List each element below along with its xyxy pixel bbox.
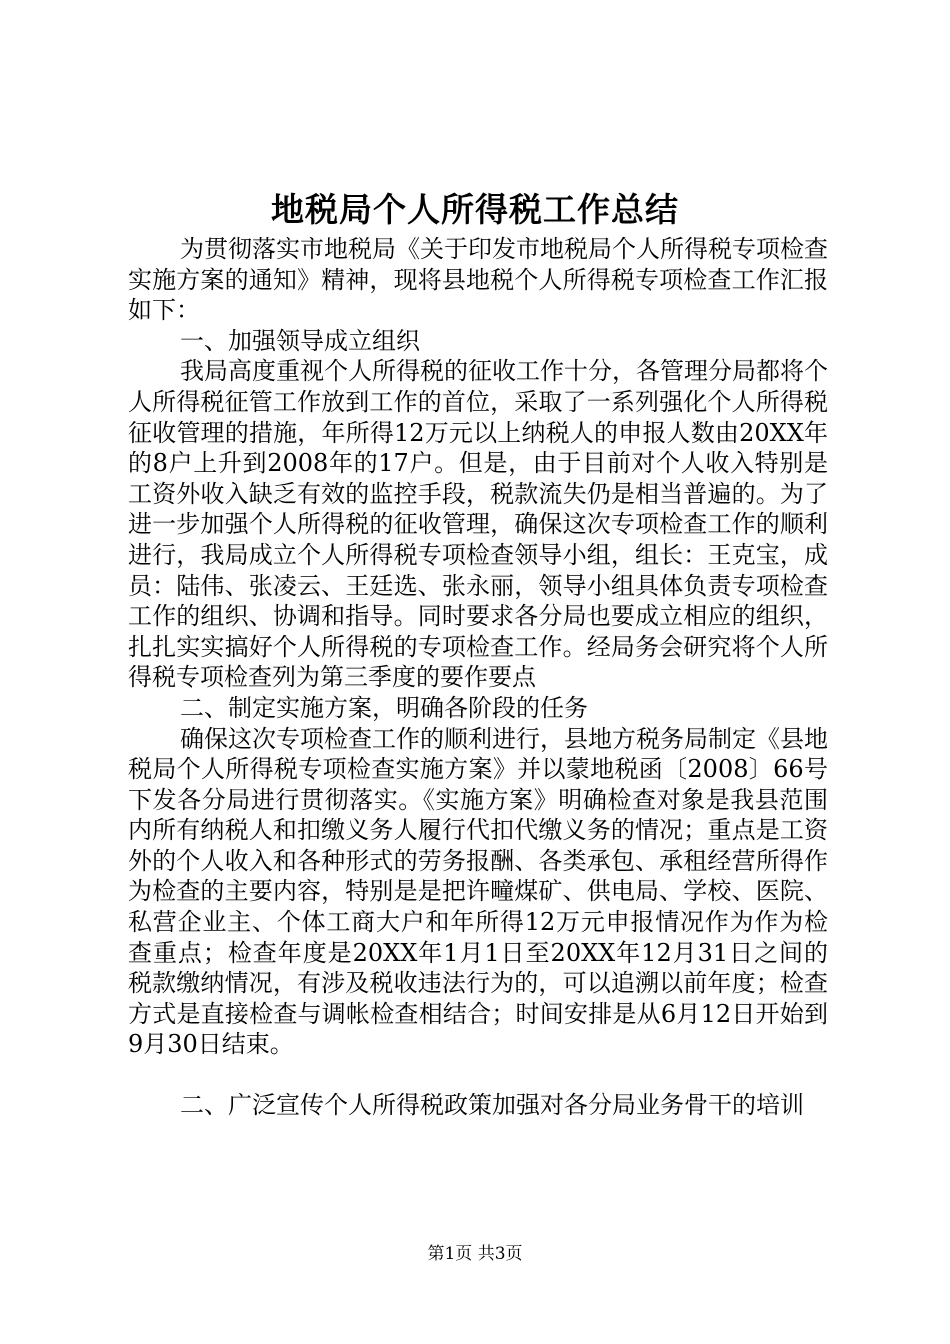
intro-paragraph: 为贯彻落实市地税局《关于印发市地税局个人所得税专项检查实施方案的通知》精神，现将县地税个人所得税专项检查工作汇报如下： bbox=[128, 235, 828, 325]
section-heading-2: 二、制定实施方案，明确各阶段的任务 bbox=[180, 693, 588, 722]
section-2-paragraph: 确保这次专项检查工作的顺利进行，县地方税务局制定《县地税局个人所得税专项检查实施方案》并以蒙地税函〔2008〕66号下发各分局进行贯彻落实。《实施方案》明确检查对象是我县范围内所有纳税人和扣缴义务人履行代扣代缴义务的情况；重点是工资外的个人收入和各种形式的劳务报酬、各类承包、承租经营所得作为检查的主要内容，特别是是把许疃煤矿、供电局、学校、医院、私营企业主、个体工商大户和年所得12万元申报情况作为作为检查重点；检查年度是20XX年1月1日至20XX年12月31日之间的税款缴纳情况，有涉及税收违法行为的，可以追溯以前年度；检查方式是直接检查与调帐检查相结合；时间安排是从6月12日开始到9月30日结束。 bbox=[128, 724, 828, 1059]
section-1-paragraph: 我局高度重视个人所得税的征收工作十分，各管理分局都将个人所得税征管工作放到工作的首位，采取了一系列强化个人所得税征收管理的措施，年所得12万元以上纳税人的申报人数由20XX年的8户上升到2008年的17户。但是，由于目前对个人收入特别是工资外收入缺乏有效的监控手段，税款流失仍是相当普遍的。为了进一步加强个人所得税的征收管理，确保这次专项检查工作的顺利进行，我局成立个人所得税专项检查领导小组，组长：王克宝，成员：陆伟、张凌云、王廷选、张永丽，领导小组具体负责专项检查工作的组织、协调和指导。同时要求各分局也要成立相应的组织，扎扎实实搞好个人所得税的专项检查工作。经局务会研究将个人所得税专项检查列为第三季度的要作要点 bbox=[128, 357, 828, 692]
page-footer: 第1页 共3页 bbox=[427, 1244, 523, 1264]
section-heading-1: 一、加强领导成立组织 bbox=[180, 326, 420, 355]
document-body bbox=[128, 234, 828, 1121]
section-heading-3: 二、广泛宣传个人所得税政策加强对各分局业务骨干的培训 bbox=[180, 1091, 804, 1120]
document-title: 地税局个人所得税工作总结 bbox=[271, 190, 679, 229]
